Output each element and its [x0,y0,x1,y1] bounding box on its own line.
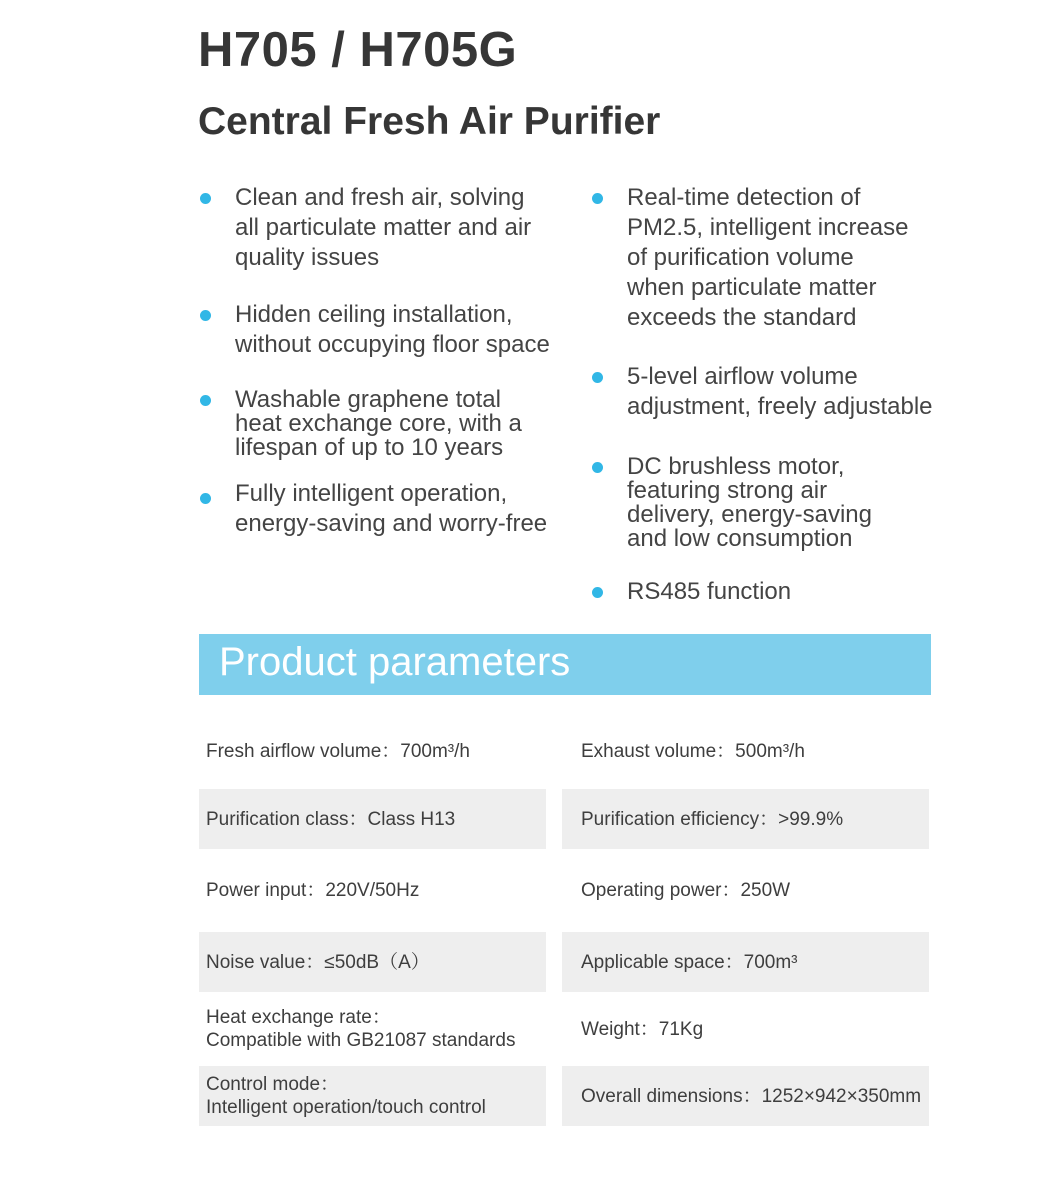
feature-item: RS485 function [590,577,791,607]
bullet-dot-icon [592,587,603,598]
bullet-dot-icon [200,395,211,406]
product-parameters-banner [199,634,931,695]
param-cell: Purification efficiency：>99.9% [562,789,929,849]
bullet-dot-icon [200,193,211,204]
param-cell: Exhaust volume：500m³/h [581,740,805,762]
feature-item: Clean and fresh air, solving all particulate matter and air quality issues [198,183,531,273]
param-cell: Overall dimensions：1252×942×350mm [562,1066,929,1126]
param-cell: Noise value：≤50dB（A） [199,932,546,992]
bullet-dot-icon [592,193,603,204]
param-cell: Power input：220V/50Hz [206,879,420,901]
param-cell: Control mode： Intelligent operation/touch control [199,1066,546,1126]
feature-item: DC brushless motor, featuring strong air delivery, energy-saving and low consumption [590,455,872,551]
page-title: H705 / H705G [198,23,518,77]
section-heading: Product parameters [219,640,571,684]
param-cell: Weight：71Kg [581,1018,704,1040]
param-cell: Heat exchange rate： Compatible with GB21087 standards [206,1007,516,1051]
feature-item: Hidden ceiling installation, without occupying floor space [198,300,550,360]
bullet-dot-icon [200,493,211,504]
feature-item: Real-time detection of PM2.5, intelligent increase of purification volume when particulate matter exceeds the standard [590,183,908,333]
param-cell: Purification class：Class H13 [199,789,546,849]
param-cell: Applicable space：700m³ [562,932,929,992]
feature-item: Washable graphene total heat exchange core, with a lifespan of up to 10 years [198,388,522,460]
feature-item: 5-level airflow volume adjustment, freely adjustable [590,362,933,422]
bullet-dot-icon [592,372,603,383]
feature-item: Fully intelligent operation, energy-saving and worry-free [198,479,547,539]
param-cell: Fresh airflow volume：700m³/h [206,740,470,762]
bullet-dot-icon [592,462,603,473]
page-subtitle: Central Fresh Air Purifier [198,100,661,143]
param-cell: Operating power：250W [581,879,791,901]
bullet-dot-icon [200,310,211,321]
